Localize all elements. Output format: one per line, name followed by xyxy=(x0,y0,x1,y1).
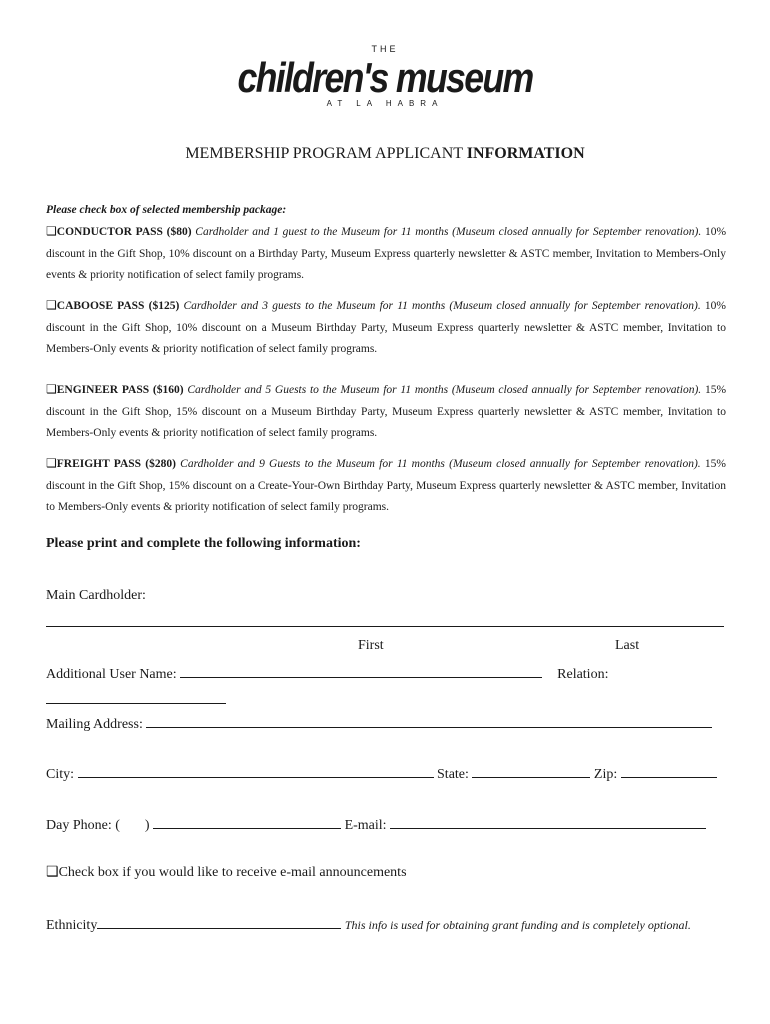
package-engineer xyxy=(46,379,726,445)
email-announcements-label: Check box if you would like to receive e-mail announcements xyxy=(58,865,407,880)
mailing-address-label: Mailing Address: xyxy=(46,717,143,732)
city-field[interactable] xyxy=(78,763,434,778)
day-phone-field[interactable] xyxy=(153,814,341,829)
package-desc: Cardholder and 9 Guests to the Museum for 11 months (Museum closed annually for September renovation). xyxy=(180,458,701,470)
checkbox-freight[interactable]: ❑ xyxy=(46,456,57,470)
package-caboose xyxy=(46,295,726,361)
package-benefits: 15% discount in the Gift Shop, 15% discount on a Museum Birthday Party, Museum Express quarterly newsletter & ASTC member, Invitation to Members-Only events & priority notification of select family programs. xyxy=(46,384,727,439)
package-benefits: 10% discount in the Gift Shop, 10% discount on a Birthday Party, Museum Express quarterly newsletter & ASTC member, Invitation to Members-Only events & priority notification of select family programs. xyxy=(46,226,727,281)
email-label: E-mail: xyxy=(344,818,387,833)
additional-user-label: Additional User Name: xyxy=(46,667,177,682)
state-label: State: xyxy=(437,767,469,782)
additional-user-row xyxy=(46,663,608,683)
package-benefits: 10% discount in the Gift Shop, 10% discount on a Museum Birthday Party, Museum Express quarterly newsletter & ASTC member, Invitation to Members-Only events & priority notification of select family programs. xyxy=(46,300,726,355)
package-freight xyxy=(46,453,726,519)
package-heading: Please check box of selected membership package: xyxy=(46,204,287,216)
title-bold: INFORMATION xyxy=(466,145,585,162)
additional-user-field[interactable] xyxy=(180,663,542,678)
package-conductor xyxy=(46,221,726,287)
relation-label: Relation: xyxy=(557,667,609,682)
ethnicity-label: Ethnicity xyxy=(46,918,98,933)
package-name: ENGINEER PASS ($160) xyxy=(56,384,184,396)
email-field[interactable] xyxy=(390,814,706,829)
main-cardholder-label: Main Cardholder: xyxy=(46,588,146,603)
checkbox-caboose[interactable]: ❑ xyxy=(46,298,57,312)
logo-main-text: children's museum xyxy=(237,54,533,101)
package-desc: Cardholder and 3 guests to the Museum for 11 months (Museum closed annually for September renovation). xyxy=(183,300,701,312)
page-title xyxy=(0,145,770,163)
city-label: City: xyxy=(46,767,75,782)
zip-field[interactable] xyxy=(621,763,717,778)
logo-top-text: THE xyxy=(371,44,399,54)
checkbox-conductor[interactable]: ❑ xyxy=(46,224,57,238)
package-name: CABOOSE PASS ($125) xyxy=(56,300,180,312)
mailing-address-field[interactable] xyxy=(146,713,712,728)
museum-logo xyxy=(0,38,770,118)
phone-email-row xyxy=(46,814,706,834)
ethnicity-row xyxy=(46,914,691,934)
email-announcements-checkbox[interactable]: ❑ xyxy=(46,865,59,880)
package-benefits: 15% discount in the Gift Shop, 15% discount on a Create-Your-Own Birthday Party, Museum Express quarterly newsletter & ASTC member, Invitation to Members-Only events & priority notification of select family programs. xyxy=(46,458,726,513)
main-cardholder-field[interactable] xyxy=(46,626,724,627)
title-normal: MEMBERSHIP PROGRAM APPLICANT xyxy=(185,145,467,162)
city-state-zip-row xyxy=(46,763,717,783)
mailing-address-row xyxy=(46,713,712,733)
ethnicity-field[interactable] xyxy=(97,914,341,929)
package-desc: Cardholder and 1 guest to the Museum for 11 months (Museum closed annually for September renovation). xyxy=(195,226,702,238)
package-desc: Cardholder and 5 Guests to the Museum for 11 months (Museum closed annually for September renovation). xyxy=(187,384,702,396)
zip-label: Zip: xyxy=(593,767,618,782)
relation-field[interactable] xyxy=(46,703,226,704)
area-code-field[interactable] xyxy=(123,815,141,829)
package-name: CONDUCTOR PASS ($80) xyxy=(56,226,192,238)
last-name-caption: Last xyxy=(615,638,640,653)
logo-bottom-text: AT LA HABRA xyxy=(326,99,444,108)
day-phone-label: Day Phone: ( xyxy=(46,818,120,833)
package-name: FREIGHT PASS ($280) xyxy=(56,458,176,470)
first-name-caption: First xyxy=(358,638,384,653)
checkbox-engineer[interactable]: ❑ xyxy=(46,382,57,396)
ethnicity-note: This info is used for obtaining grant funding and is completely optional. xyxy=(344,918,691,932)
form-heading: Please print and complete the following information: xyxy=(46,536,361,551)
day-phone-close: ) xyxy=(144,818,150,833)
email-announcements-row xyxy=(46,864,407,881)
state-field[interactable] xyxy=(472,763,590,778)
